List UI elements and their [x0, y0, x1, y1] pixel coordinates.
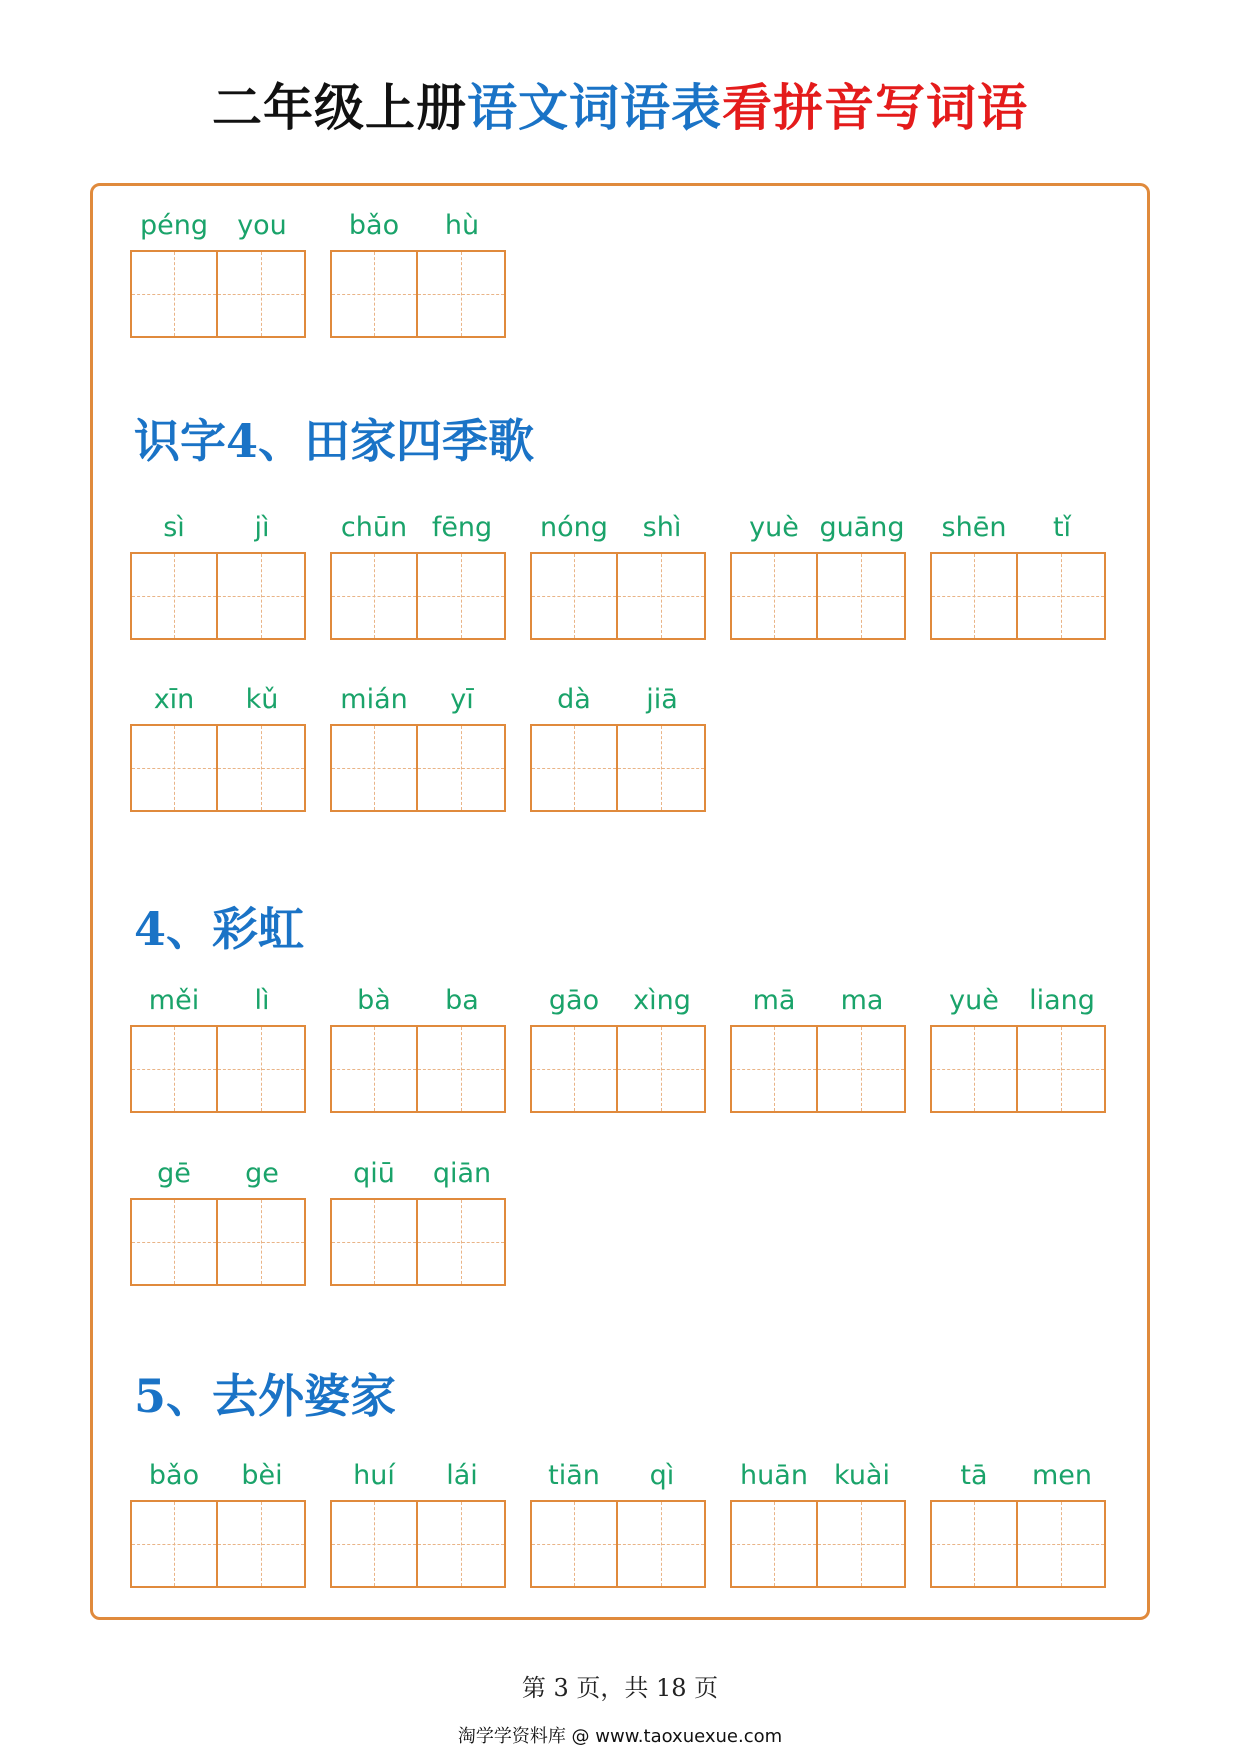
pinyin-syllable: bǎo [148, 1460, 200, 1491]
section-heading: 5、去外婆家 [134, 1369, 397, 1423]
writing-cell[interactable] [418, 1198, 506, 1286]
pinyin-syllable: shēn [941, 512, 1007, 543]
pinyin-row [730, 512, 906, 552]
pinyin-row [530, 684, 706, 724]
pinyin-row [330, 684, 506, 724]
writing-grid [930, 552, 1106, 640]
pinyin-syllable: péng [139, 210, 208, 241]
word-item [130, 210, 306, 338]
pinyin-row [130, 1460, 306, 1500]
word-item [530, 512, 706, 640]
writing-cell[interactable] [618, 724, 706, 812]
writing-cell[interactable] [130, 250, 218, 338]
word-item [330, 210, 506, 338]
pinyin-syllable: jiā [646, 684, 678, 715]
writing-grid [330, 1025, 506, 1113]
writing-cell[interactable] [530, 552, 618, 640]
pinyin-syllable: huān [740, 1460, 808, 1491]
pinyin-row [330, 210, 506, 250]
pinyin-row [130, 684, 306, 724]
writing-cell[interactable] [218, 1500, 306, 1588]
pinyin-row [330, 512, 506, 552]
writing-cell[interactable] [330, 250, 418, 338]
pinyin-row [530, 512, 706, 552]
writing-grid [530, 724, 706, 812]
pinyin-syllable: bà [357, 985, 391, 1016]
writing-cell[interactable] [530, 724, 618, 812]
writing-cell[interactable] [330, 1025, 418, 1113]
writing-cell[interactable] [330, 552, 418, 640]
writing-grid [730, 552, 906, 640]
word-item [130, 1460, 306, 1588]
pinyin-row [330, 1460, 506, 1500]
writing-cell[interactable] [418, 552, 506, 640]
word-item [130, 512, 306, 640]
writing-cell[interactable] [930, 1025, 1018, 1113]
writing-cell[interactable] [218, 250, 306, 338]
writing-cell[interactable] [418, 1500, 506, 1588]
writing-cell[interactable] [418, 250, 506, 338]
pinyin-syllable: men [1031, 1460, 1093, 1491]
pinyin-syllable: shì [642, 512, 682, 543]
writing-cell[interactable] [930, 1500, 1018, 1588]
pinyin-syllable: chūn [340, 512, 408, 543]
pinyin-syllable: hù [444, 210, 480, 241]
pinyin-syllable: ba [445, 985, 479, 1016]
writing-grid [330, 552, 506, 640]
pinyin-row [130, 1158, 306, 1198]
writing-grid [130, 250, 306, 338]
pinyin-syllable: yuè [749, 512, 799, 543]
writing-cell[interactable] [818, 1025, 906, 1113]
writing-cell[interactable] [330, 724, 418, 812]
writing-cell[interactable] [418, 724, 506, 812]
writing-cell[interactable] [130, 1500, 218, 1588]
writing-cell[interactable] [818, 552, 906, 640]
pinyin-syllable: fēng [431, 512, 493, 543]
pinyin-syllable: qì [649, 1460, 675, 1491]
word-item [330, 684, 506, 812]
writing-cell[interactable] [218, 724, 306, 812]
writing-cell[interactable] [930, 552, 1018, 640]
pinyin-row [530, 985, 706, 1025]
writing-grid [330, 724, 506, 812]
word-item [730, 985, 906, 1113]
writing-grid [730, 1500, 906, 1588]
word-item [330, 1460, 506, 1588]
writing-grid [130, 1025, 306, 1113]
writing-cell[interactable] [730, 552, 818, 640]
writing-cell[interactable] [530, 1025, 618, 1113]
pinyin-syllable: bǎo [348, 210, 400, 241]
writing-grid [530, 552, 706, 640]
pinyin-row [130, 985, 306, 1025]
writing-cell[interactable] [618, 1025, 706, 1113]
writing-cell[interactable] [618, 552, 706, 640]
writing-cell[interactable] [1018, 1025, 1106, 1113]
pinyin-syllable: qiān [432, 1158, 492, 1189]
pinyin-syllable: ma [840, 985, 884, 1016]
pinyin-syllable: mā [752, 985, 796, 1016]
section-heading: 识字4、田家四季歌 [134, 414, 535, 468]
word-item [930, 985, 1106, 1113]
pinyin-row [930, 985, 1106, 1025]
pinyin-syllable: měi [148, 985, 200, 1016]
watermark: 淘学学资料库 @ www.taoxuexue.com [457, 1726, 783, 1747]
word-item [730, 512, 906, 640]
writing-cell[interactable] [130, 552, 218, 640]
pinyin-syllable: yuè [949, 985, 999, 1016]
writing-cell[interactable] [330, 1500, 418, 1588]
pinyin-row [530, 1460, 706, 1500]
pinyin-row [930, 512, 1106, 552]
writing-cell[interactable] [530, 1500, 618, 1588]
pinyin-syllable: guāng [819, 512, 905, 543]
writing-grid [330, 250, 506, 338]
writing-cell[interactable] [818, 1500, 906, 1588]
writing-cell[interactable] [618, 1500, 706, 1588]
pinyin-syllable: xìng [633, 985, 691, 1016]
pinyin-syllable: tiān [548, 1460, 600, 1491]
section-heading: 4、彩虹 [134, 902, 305, 956]
word-item [330, 985, 506, 1113]
pinyin-syllable: ge [245, 1158, 279, 1189]
writing-cell[interactable] [130, 724, 218, 812]
pinyin-row [130, 210, 306, 250]
writing-cell[interactable] [418, 1025, 506, 1113]
pinyin-row [330, 1158, 506, 1198]
writing-cell[interactable] [130, 1025, 218, 1113]
writing-grid [130, 724, 306, 812]
pinyin-syllable: kuài [834, 1460, 890, 1491]
word-item [130, 684, 306, 812]
pinyin-syllable: lái [446, 1460, 478, 1491]
pinyin-syllable: mián [340, 684, 408, 715]
pinyin-row [330, 985, 506, 1025]
pinyin-syllable: you [237, 210, 287, 241]
page-number: 第 3 页，共 18 页 [521, 1674, 719, 1702]
pinyin-row [930, 1460, 1106, 1500]
pinyin-syllable: xīn [153, 684, 195, 715]
pinyin-syllable: kǔ [245, 684, 279, 715]
pinyin-syllable: nóng [540, 512, 608, 543]
pinyin-syllable: jì [254, 512, 270, 543]
pinyin-syllable: tǐ [1052, 512, 1072, 543]
writing-grid [530, 1500, 706, 1588]
pinyin-syllable: dà [557, 684, 591, 715]
word-item [730, 1460, 906, 1588]
word-item [930, 1460, 1106, 1588]
word-item [530, 684, 706, 812]
writing-cell[interactable] [130, 1198, 218, 1286]
pinyin-syllable: lì [254, 985, 270, 1016]
writing-grid [130, 552, 306, 640]
writing-cell[interactable] [730, 1025, 818, 1113]
writing-grid [930, 1500, 1106, 1588]
word-item [530, 1460, 706, 1588]
writing-cell[interactable] [330, 1198, 418, 1286]
pinyin-syllable: gē [157, 1158, 191, 1189]
pinyin-syllable: tā [960, 1460, 988, 1491]
word-item [330, 512, 506, 640]
writing-cell[interactable] [218, 552, 306, 640]
writing-grid [330, 1500, 506, 1588]
word-item [530, 985, 706, 1113]
pinyin-syllable: bèi [241, 1460, 283, 1491]
pinyin-syllable: qiū [353, 1158, 395, 1189]
word-item [930, 512, 1106, 640]
title-part-wordlist: 语文词语表 [467, 78, 722, 137]
pinyin-syllable: gāo [548, 985, 600, 1016]
pinyin-syllable: huí [353, 1460, 395, 1491]
pinyin-row [730, 1460, 906, 1500]
page-title [0, 68, 1240, 140]
writing-grid [930, 1025, 1106, 1113]
writing-grid [530, 1025, 706, 1113]
writing-cell[interactable] [218, 1198, 306, 1286]
title-part-grade: 二年级上册 [212, 78, 467, 137]
writing-grid [330, 1198, 506, 1286]
word-item [130, 985, 306, 1113]
pinyin-syllable: liang [1029, 985, 1095, 1016]
pinyin-row [730, 985, 906, 1025]
writing-grid [730, 1025, 906, 1113]
writing-cell[interactable] [218, 1025, 306, 1113]
word-item [330, 1158, 506, 1286]
pinyin-row [130, 512, 306, 552]
title-part-task: 看拼音写词语 [722, 78, 1028, 137]
writing-cell[interactable] [1018, 552, 1106, 640]
writing-cell[interactable] [1018, 1500, 1106, 1588]
writing-grid [130, 1198, 306, 1286]
writing-cell[interactable] [730, 1500, 818, 1588]
pinyin-syllable: yī [450, 684, 474, 715]
pinyin-syllable: sì [163, 512, 185, 543]
writing-grid [130, 1500, 306, 1588]
word-item [130, 1158, 306, 1286]
